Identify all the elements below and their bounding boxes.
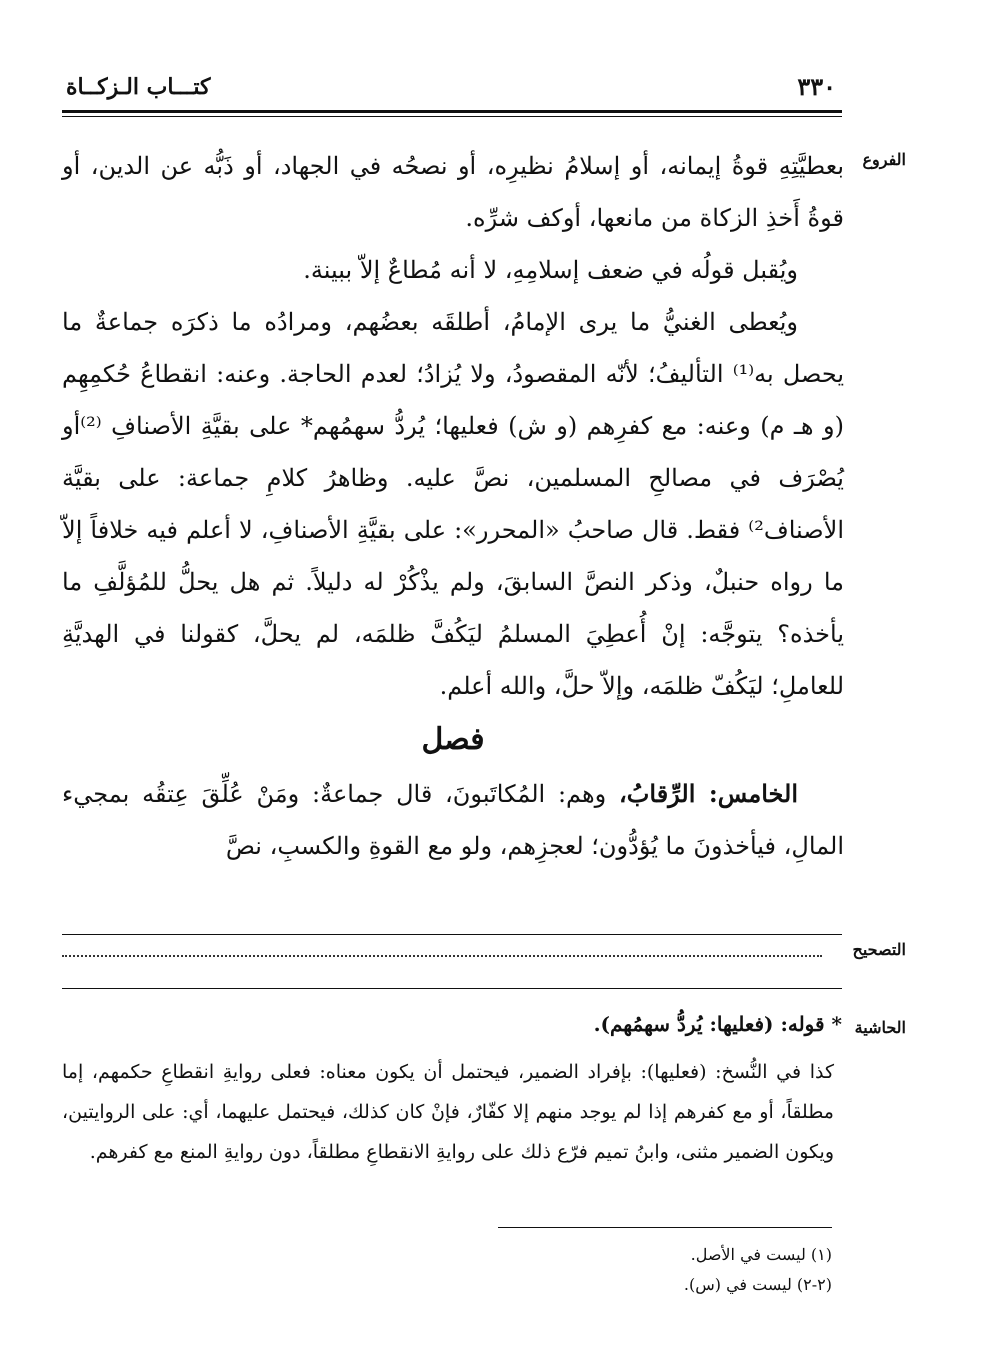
hashiya-body: كذا في النُّسخ: (فعليها): بإفراد الضمير، فيحتمل أن يكون معناه: فعلى روايةِ انقطاعِ حكمهم، إما مطلقاً، أو مع كفرهم إذا لم يوجد منهم إلا كفّارٌ، فإنْ كان كذلك، فيحتمل عليهما، أي: على الروايتين، ويكون الضمير مثنى، وابنُ تميم فرّع ذلك على روايةِ الانقطاعِ مطلقاً، دون روايةِ المنع مع كفرهم. — [62, 1061, 834, 1163]
header-rule-thin — [62, 116, 842, 117]
tashih-rule-bottom — [62, 988, 842, 989]
paragraph-1: بعطيَّتِهِ قوةُ إيمانه، أو إسلامُ نظيرِه، أو نصحُه في الجهاد، أو ذَبُّه عن الدين، أو قوةُ أَخذِ الزكاة من مانعها، أوكف شرِّه. — [62, 152, 844, 232]
section-title: فصل — [421, 722, 485, 757]
footnote-1: (١) ليست في الأصل. — [690, 1245, 832, 1264]
section-text: وهم: المُكاتَبونَ، قال جماعةٌ: ومَنْ عُلِّقَ عِتقُه بمجيء المالِ، فيأخذونَ ما يُؤدُّون؛ لعجزِهم، ولو مع القوةِ والكسبِ، نصَّ — [62, 780, 844, 860]
header-rule — [62, 110, 842, 113]
margin-label-hashiya: الحاشية — [854, 1018, 906, 1037]
margin-label-tashih: التصحيح — [852, 940, 906, 959]
footnotes — [684, 1240, 832, 1300]
tashih-rule-top — [62, 934, 842, 935]
footnote-rule — [498, 1227, 832, 1228]
main-text-block — [62, 140, 844, 872]
paragraph-2: ويُقبل قولُه في ضعف إسلامِهِ، لا أنه مُطاعٌ إلاّ ببينة. — [303, 256, 798, 284]
page-number: ٣٣٠ — [797, 72, 836, 101]
footnote-2: (٢-٢) ليست في (س). — [683, 1275, 832, 1294]
running-title: كتـــاب الـزكــاة — [66, 74, 211, 100]
page-header — [66, 72, 836, 106]
paragraph-3: ويُعطى الغنيُّ ما يرى الإمامُ، أطلقَه بعضُهم، ومرادُه ما ذكرَه جماعةٌ ما يحصل به⁽¹⁾ التأليفُ؛ لأنّه المقصودُ، ولا يُزادُ؛ لعدم الحاجة. وعنه: انقطاعُ حُكمِهِم (و هـ م) وعنه: مع كفرِهم (و ش) فعليها؛ يُردُّ سهمُهم* على بقيَّةِ الأصنافِ ⁽²⁾أو يُصْرَف في مصالحِ المسلمين، نصَّ عليه. وظاهرُ كلامِ جماعة: على بقيَّة الأصناف²⁾ فقط. قال صاحبُ «المحرر»: على بقيَّةِ الأصنافِ، لا أعلم فيه خلافاً إلاّ ما رواه حنبلٌ، وذكر النصَّ السابقَ، ولم يذْكُرْ له دليلاً. ثم هل يحلُّ للمُؤلَّفِ ما يأخذه؟ يتوجَّه: إنْ أُعطِيَ المسلمُ ليَكُفَّ ظلمَه، لم يحلَّ، كقولنا في الهديَّةِ للعاملِ؛ ليَكُفّ ظلمَه، وإلاّ حلَّ، والله أعلم. — [62, 308, 845, 700]
section-lead: الخامس: الرِّقابُ، — [619, 779, 798, 808]
margin-label-furu: الفروع — [862, 150, 906, 169]
hashiya-heading: * قوله: (فعليها: يُردُّ سهمُهم). — [593, 1012, 842, 1036]
section-paragraph — [62, 768, 844, 872]
tashih-dotted-line — [62, 955, 822, 957]
